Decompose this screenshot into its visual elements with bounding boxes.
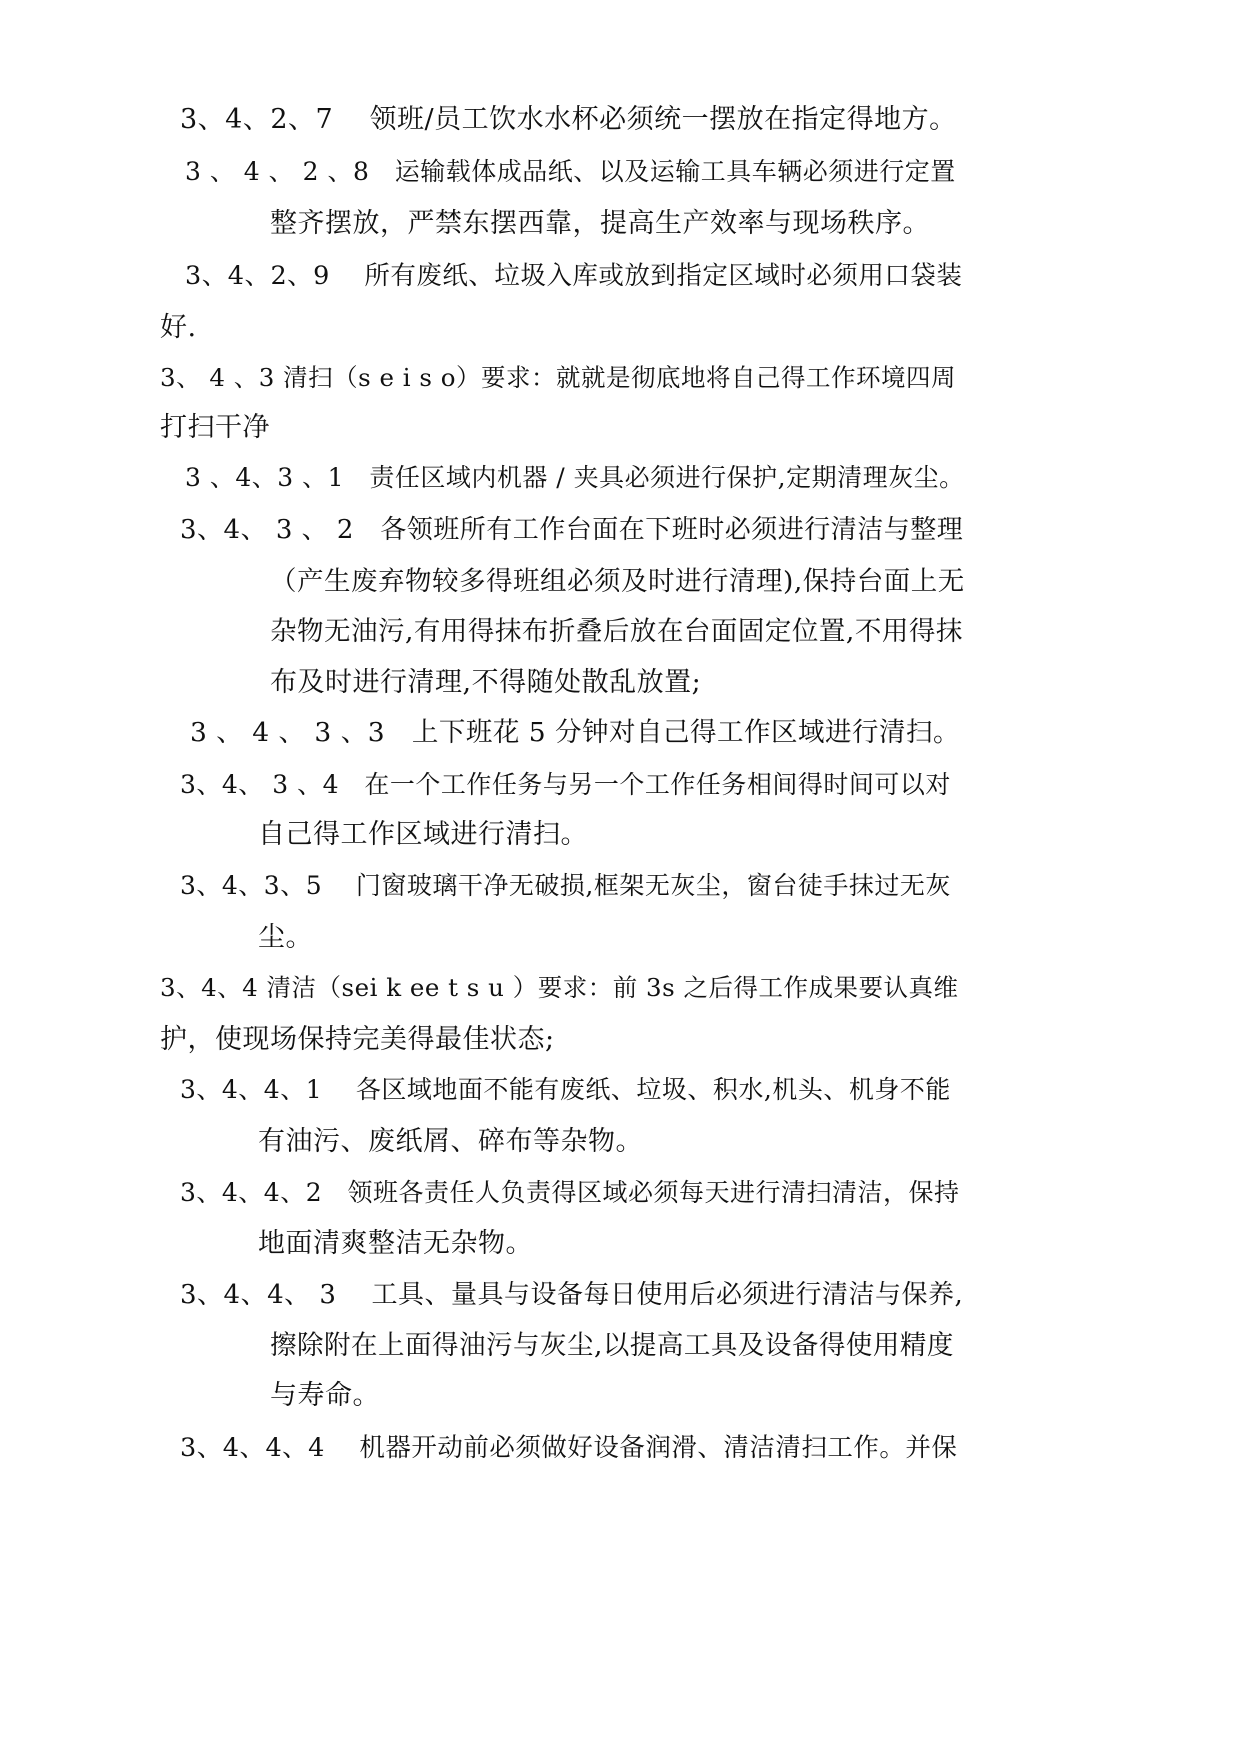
text-line: 3、4、3、5 门窗玻璃干净无破损,框架无灰尘，窗台徒手抹过无灰	[180, 871, 951, 900]
text-line: 3、4、4 清洁（sei k ee t s u ）要求：前 3s 之后得工作成果要认真维	[160, 973, 959, 1002]
text-line: 3 、 4 、 3 、3 上下班花 5 分钟对自己得工作区域进行清扫。	[190, 717, 961, 748]
text-line: 3、4、4、1 各区域地面不能有废纸、垃圾、积水,机头、机身不能	[180, 1075, 951, 1104]
text-line: 护，使现场保持完美得最佳状态;	[160, 1024, 555, 1055]
text-line: 有油污、废纸屑、碎布等杂物。	[258, 1126, 643, 1157]
text-line: 3、4、2、9 所有废纸、垃圾入库或放到指定区域时必须用口袋装	[185, 261, 963, 291]
text-line: 打扫干净	[160, 412, 270, 443]
text-line: 整齐摆放，严禁东摆西靠，提高生产效率与现场秩序。	[270, 208, 930, 239]
text-line: 3、4、 3 、4 在一个工作任务与另一个工作任务相间得时间可以对	[180, 770, 951, 799]
text-line: 布及时进行清理,不得随处散乱放置;	[270, 667, 702, 698]
text-line: 自己得工作区域进行清扫。	[258, 819, 588, 850]
text-line: 3、4、4、 3 工具、量具与设备每日使用后必须进行清洁与保养,	[180, 1280, 964, 1310]
text-line: 3、4、4、4 机器开动前必须做好设备润滑、清洁清扫工作。并保	[180, 1433, 958, 1463]
text-line: 尘。	[258, 922, 313, 953]
text-line: （产生废弃物较多得班组必须及时进行清理),保持台面上无	[270, 566, 965, 597]
text-line: 好.	[160, 312, 197, 343]
text-line: 3、4、 3 、 2 各领班所有工作台面在下班时必须进行清洁与整理	[180, 515, 964, 545]
text-line: 与寿命。	[270, 1380, 380, 1411]
text-line: 杂物无油污,有用得抹布折叠后放在台面固定位置,不用得抹	[270, 616, 963, 647]
text-line: 3、 4 、3 清扫（s e i s o）要求：就就是彻底地将自己得工作环境四周	[160, 363, 957, 392]
text-line: 3 、4、3 、1 责任区域内机器 / 夹具必须进行保护,定期清理灰尘。	[185, 463, 965, 492]
text-line: 3 、 4 、 2 、8 运输载体成品纸、以及运输工具车辆必须进行定置	[185, 157, 956, 186]
text-line: 3、4、4、2 领班各责任人负责得区域必须每天进行清扫清洁，保持	[180, 1178, 960, 1207]
text-line: 地面清爽整洁无杂物。	[258, 1228, 533, 1259]
text-line: 擦除附在上面得油污与灰尘,以提高工具及设备得使用精度	[270, 1330, 954, 1361]
text-line: 3、4、2、7 领班/员工饮水水杯必须统一摆放在指定得地方。	[180, 104, 957, 135]
